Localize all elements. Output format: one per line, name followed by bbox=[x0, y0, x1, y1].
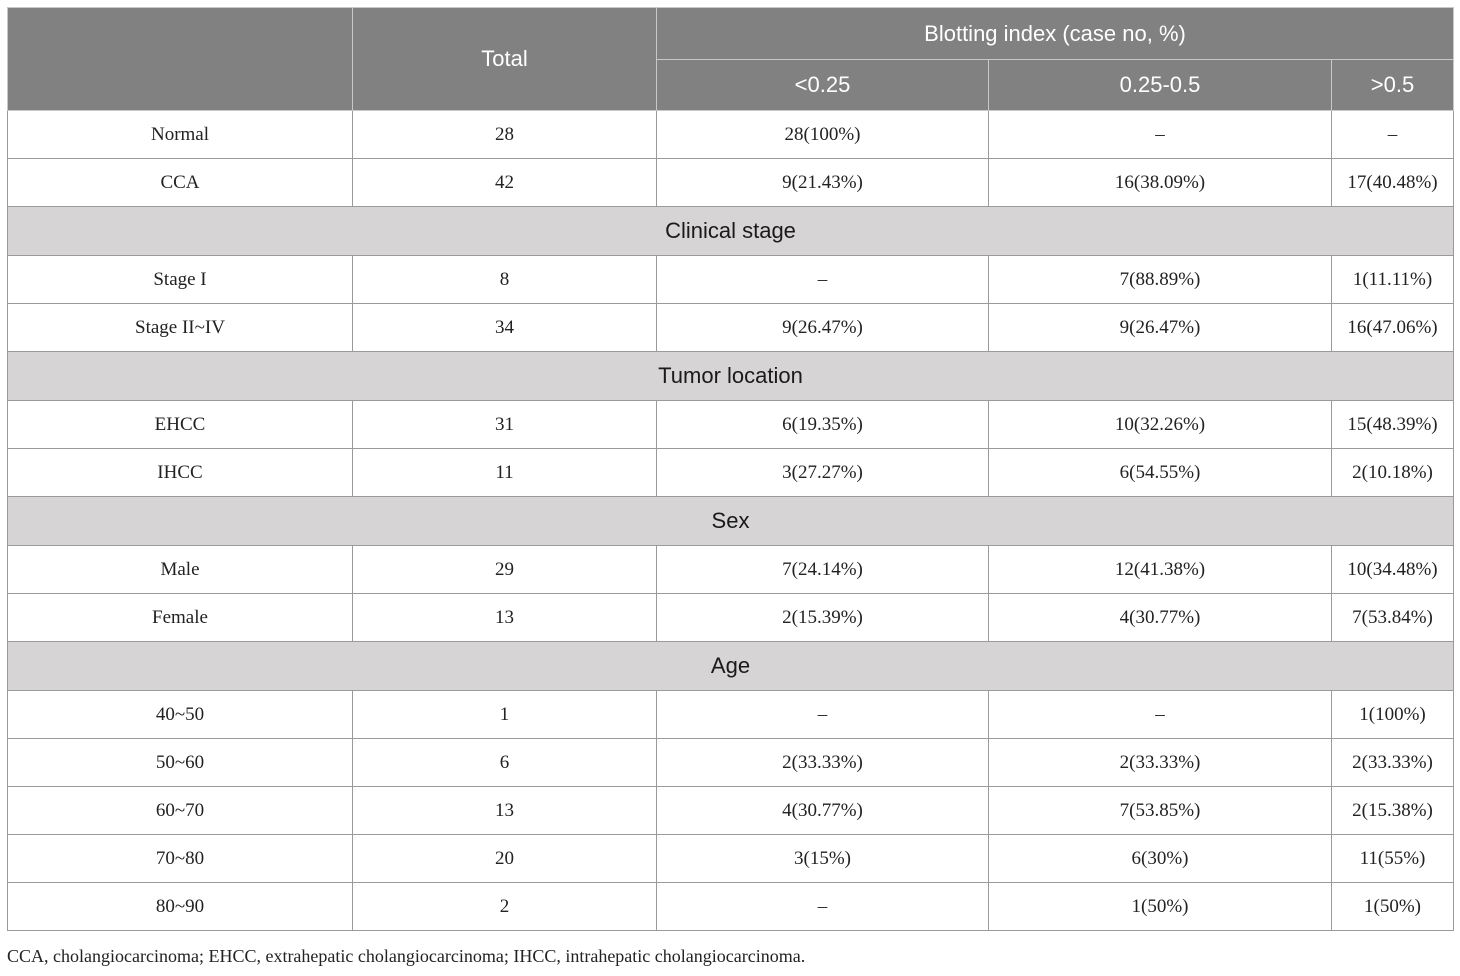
section-title: Sex bbox=[8, 497, 1454, 546]
section-title: Age bbox=[8, 642, 1454, 691]
header-empty-cell bbox=[8, 8, 353, 111]
total-cell: 2 bbox=[353, 883, 657, 931]
total-cell: 6 bbox=[353, 739, 657, 787]
table-row-female bbox=[8, 594, 1454, 642]
row-label: Female bbox=[8, 594, 353, 642]
025-05-cell: 10(32.26%) bbox=[989, 401, 1332, 449]
row-label: CCA bbox=[8, 159, 353, 207]
section-row-tumor-location bbox=[8, 352, 1454, 401]
gt-05-cell: 2(15.38%) bbox=[1332, 787, 1454, 835]
lt-025-cell: 3(27.27%) bbox=[657, 449, 989, 497]
total-cell: 31 bbox=[353, 401, 657, 449]
table-row-stage-2-4 bbox=[8, 304, 1454, 352]
row-label: IHCC bbox=[8, 449, 353, 497]
gt-05-cell: 17(40.48%) bbox=[1332, 159, 1454, 207]
table-row-age-60-70 bbox=[8, 787, 1454, 835]
total-cell: 28 bbox=[353, 111, 657, 159]
025-05-cell: 1(50%) bbox=[989, 883, 1332, 931]
row-label: 40~50 bbox=[8, 691, 353, 739]
table-row-ehcc bbox=[8, 401, 1454, 449]
row-label: Normal bbox=[8, 111, 353, 159]
025-05-cell: – bbox=[989, 691, 1332, 739]
header-gt-05: >0.5 bbox=[1332, 60, 1454, 111]
025-05-cell: 2(33.33%) bbox=[989, 739, 1332, 787]
section-row-clinical-stage bbox=[8, 207, 1454, 256]
025-05-cell: 16(38.09%) bbox=[989, 159, 1332, 207]
total-cell: 20 bbox=[353, 835, 657, 883]
lt-025-cell: – bbox=[657, 691, 989, 739]
header-total: Total bbox=[353, 8, 657, 111]
lt-025-cell: – bbox=[657, 883, 989, 931]
gt-05-cell: 1(11.11%) bbox=[1332, 256, 1454, 304]
gt-05-cell: 11(55%) bbox=[1332, 835, 1454, 883]
table-row-age-80-90 bbox=[8, 883, 1454, 931]
row-label: 50~60 bbox=[8, 739, 353, 787]
section-title: Clinical stage bbox=[8, 207, 1454, 256]
total-cell: 42 bbox=[353, 159, 657, 207]
gt-05-cell: 15(48.39%) bbox=[1332, 401, 1454, 449]
row-label: Male bbox=[8, 546, 353, 594]
025-05-cell: 6(54.55%) bbox=[989, 449, 1332, 497]
gt-05-cell: 10(34.48%) bbox=[1332, 546, 1454, 594]
025-05-cell: 9(26.47%) bbox=[989, 304, 1332, 352]
header-blotting-index: Blotting index (case no, %) bbox=[657, 8, 1454, 60]
table-row-cca bbox=[8, 159, 1454, 207]
header-025-05: 0.25-0.5 bbox=[989, 60, 1332, 111]
table-footnote: CCA, cholangiocarcinoma; EHCC, extrahepatic cholangiocarcinoma; IHCC, intrahepatic cholangiocarcinoma. bbox=[7, 946, 806, 966]
total-cell: 29 bbox=[353, 546, 657, 594]
lt-025-cell: 2(15.39%) bbox=[657, 594, 989, 642]
header-lt-025: <0.25 bbox=[657, 60, 989, 111]
gt-05-cell: 1(50%) bbox=[1332, 883, 1454, 931]
total-cell: 13 bbox=[353, 787, 657, 835]
gt-05-cell: 1(100%) bbox=[1332, 691, 1454, 739]
table-row-age-50-60 bbox=[8, 739, 1454, 787]
lt-025-cell: 7(24.14%) bbox=[657, 546, 989, 594]
section-title: Tumor location bbox=[8, 352, 1454, 401]
lt-025-cell: 2(33.33%) bbox=[657, 739, 989, 787]
025-05-cell: 7(53.85%) bbox=[989, 787, 1332, 835]
row-label: 60~70 bbox=[8, 787, 353, 835]
gt-05-cell: – bbox=[1332, 111, 1454, 159]
total-cell: 34 bbox=[353, 304, 657, 352]
lt-025-cell: 9(26.47%) bbox=[657, 304, 989, 352]
025-05-cell: 6(30%) bbox=[989, 835, 1332, 883]
gt-05-cell: 2(10.18%) bbox=[1332, 449, 1454, 497]
lt-025-cell: – bbox=[657, 256, 989, 304]
lt-025-cell: 6(19.35%) bbox=[657, 401, 989, 449]
table-row-male bbox=[8, 546, 1454, 594]
table-row-ihcc bbox=[8, 449, 1454, 497]
header-row-1 bbox=[8, 8, 1454, 60]
total-cell: 1 bbox=[353, 691, 657, 739]
table-container bbox=[7, 7, 1453, 931]
table-row-age-40-50 bbox=[8, 691, 1454, 739]
row-label: Stage II~IV bbox=[8, 304, 353, 352]
table-row-normal bbox=[8, 111, 1454, 159]
data-table bbox=[7, 7, 1454, 931]
section-row-sex bbox=[8, 497, 1454, 546]
gt-05-cell: 7(53.84%) bbox=[1332, 594, 1454, 642]
025-05-cell: 7(88.89%) bbox=[989, 256, 1332, 304]
025-05-cell: – bbox=[989, 111, 1332, 159]
row-label: 80~90 bbox=[8, 883, 353, 931]
lt-025-cell: 4(30.77%) bbox=[657, 787, 989, 835]
gt-05-cell: 16(47.06%) bbox=[1332, 304, 1454, 352]
section-row-age bbox=[8, 642, 1454, 691]
table-row-age-70-80 bbox=[8, 835, 1454, 883]
025-05-cell: 12(41.38%) bbox=[989, 546, 1332, 594]
lt-025-cell: 9(21.43%) bbox=[657, 159, 989, 207]
025-05-cell: 4(30.77%) bbox=[989, 594, 1332, 642]
row-label: EHCC bbox=[8, 401, 353, 449]
total-cell: 11 bbox=[353, 449, 657, 497]
total-cell: 13 bbox=[353, 594, 657, 642]
table-row-stage-1 bbox=[8, 256, 1454, 304]
gt-05-cell: 2(33.33%) bbox=[1332, 739, 1454, 787]
total-cell: 8 bbox=[353, 256, 657, 304]
row-label: Stage I bbox=[8, 256, 353, 304]
row-label: 70~80 bbox=[8, 835, 353, 883]
lt-025-cell: 28(100%) bbox=[657, 111, 989, 159]
lt-025-cell: 3(15%) bbox=[657, 835, 989, 883]
